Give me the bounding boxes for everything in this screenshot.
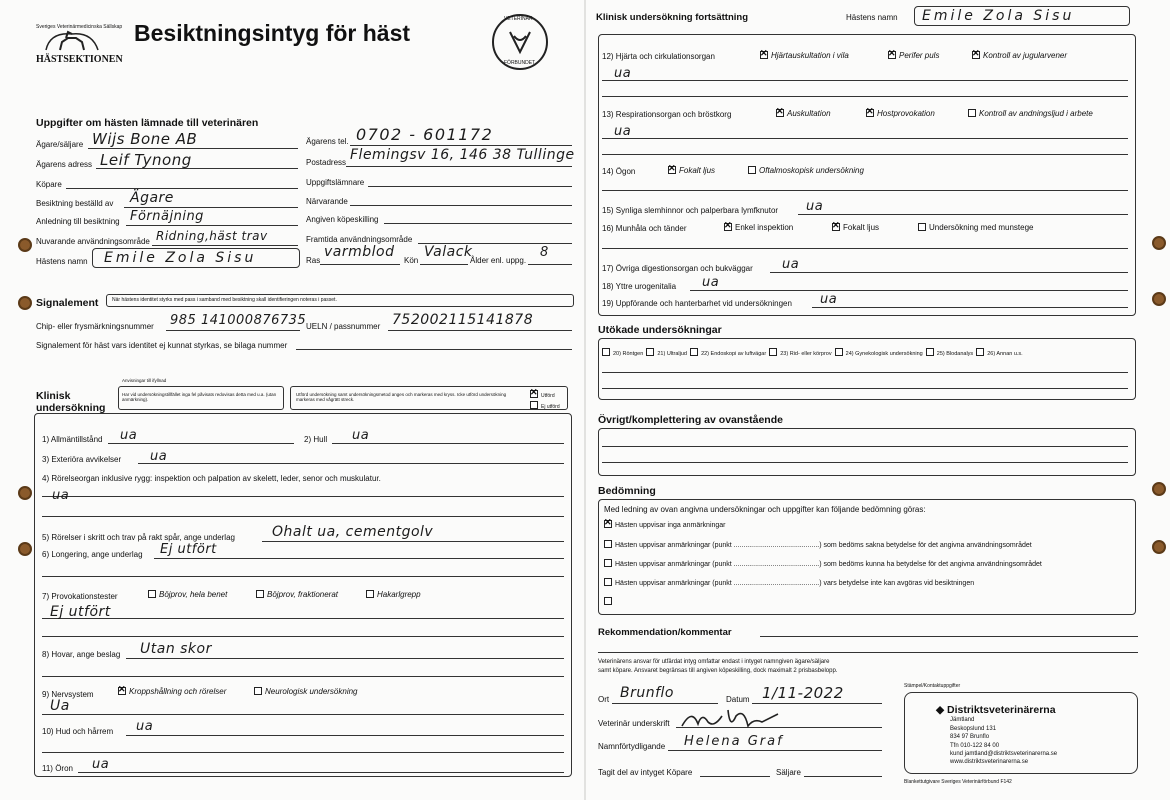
name-label: Namnförtydligande xyxy=(598,742,666,751)
recommendation-heading: Rekommendation/kommentar xyxy=(598,627,732,638)
page-title: Besiktningsintyg för häst xyxy=(134,20,411,46)
age-label: Ålder enl. uppg. xyxy=(470,256,527,265)
checkbox-gag[interactable] xyxy=(918,223,926,231)
assessment-intro: Med ledning av ovan angivna undersökningar och uppgifter kan följande bedömning göras: xyxy=(604,505,926,514)
hoof-tester-label: Hakarlgrepp xyxy=(377,590,421,599)
mouth-label: 16) Munhåla och tänder xyxy=(602,224,687,233)
checkbox-legend-done xyxy=(530,390,538,398)
checkbox-endoscopy[interactable] xyxy=(690,348,698,356)
ueln-value[interactable]: 752002115141878 xyxy=(392,312,534,328)
provocation-label: 7) Provokationstester xyxy=(42,592,118,601)
address-value[interactable]: Leif Tynong xyxy=(100,151,192,169)
reason-value[interactable]: Förnäjning xyxy=(130,209,204,224)
place-value[interactable]: Brunflo xyxy=(620,685,674,701)
checkbox-heart-auscultation[interactable] xyxy=(760,51,768,59)
punch-hole xyxy=(1152,236,1166,250)
postal-value[interactable]: Flemingsv 16, 146 38 Tullinge xyxy=(350,147,575,163)
checkbox-legend-not-done xyxy=(530,401,538,409)
ueln-label: UELN / passnummer xyxy=(306,322,381,331)
owner-phone-value[interactable]: 0702 - 601172 xyxy=(356,125,494,144)
assessment-option-2: Hästen uppvisar anmärkningar (punkt ............................................) som bedöms sakna betydelse för det angivna användningsområdet xyxy=(615,542,1032,549)
ordered-by-value[interactable]: Ägare xyxy=(130,190,174,206)
owner-label: Ägare/säljare xyxy=(36,140,84,149)
usage-label: Nuvarande användningsområde xyxy=(36,237,150,246)
sex-label: Kön xyxy=(404,256,419,265)
flexion-fractional-label: Böjprov, fraktionerat xyxy=(267,590,338,599)
hooves-label: 8) Hovar, ange beslag xyxy=(42,650,121,659)
extended-heading: Utökade undersökningar xyxy=(598,324,722,336)
mucous-label: 15) Synliga slemhinnor och palperbara lymfknutor xyxy=(602,206,779,215)
checkbox-ophthalmoscopic[interactable] xyxy=(748,166,756,174)
checkbox-breathing-sound[interactable] xyxy=(968,109,976,117)
checkbox-assessment-2[interactable] xyxy=(604,540,612,548)
legend-title: Anvisningar till ifyllnad xyxy=(122,378,167,383)
sex-value[interactable]: Valack xyxy=(424,244,473,260)
lunging-value[interactable]: Ej utfört xyxy=(160,542,217,557)
checkbox-xray[interactable] xyxy=(602,348,610,356)
digestive-value[interactable]: ua xyxy=(782,257,800,272)
other-id-label: Signalement för häst vars identitet ej kunnat styrkas, se bilaga nummer xyxy=(36,341,288,350)
chip-value[interactable]: 985 141000876735 xyxy=(170,313,307,328)
assessment-option-3: Hästen uppvisar anmärkningar (punkt ............................................) som bedöms kunna ha betydelse för det angivna användningsområdet xyxy=(615,561,1042,568)
exterior-label: 3) Exteriöra avvikelser xyxy=(42,455,122,464)
urogenital-label: 18) Yttre urogenitalia xyxy=(602,282,677,291)
ophthalmoscopic-label: Oftalmoskopisk undersökning xyxy=(759,166,864,175)
checkbox-assessment-5[interactable] xyxy=(604,597,612,605)
clinical-heading-2: undersökning xyxy=(36,402,106,414)
simple-inspection-label: Enkel inspektion xyxy=(735,223,794,232)
punch-hole xyxy=(1152,292,1166,306)
age-value[interactable]: 8 xyxy=(540,245,549,260)
date-value[interactable]: 1/11-2022 xyxy=(762,684,844,702)
continuation-heading: Klinisk undersökning fortsättning xyxy=(596,12,749,23)
punch-hole xyxy=(18,486,32,500)
vet-signature xyxy=(678,704,798,734)
breed-label: Ras xyxy=(306,256,321,265)
clinical-heading-1: Klinisk xyxy=(36,390,71,402)
continuation-box xyxy=(598,34,1136,316)
assessment-box xyxy=(598,499,1136,615)
focal-light-label: Fokalt ljus xyxy=(679,166,716,175)
punch-hole xyxy=(18,238,32,252)
mucous-value[interactable]: ua xyxy=(806,199,824,214)
checkbox-simple-inspection[interactable] xyxy=(724,223,732,231)
checkbox-neurological[interactable] xyxy=(254,687,262,695)
signalement-heading: Signalement xyxy=(36,297,99,309)
behavior-label: 19) Uppförande och hanterbarhet vid undersökningen xyxy=(602,299,792,308)
urogenital-value[interactable]: ua xyxy=(702,275,720,290)
punch-hole xyxy=(18,296,32,310)
horse-name-label: Hästens namn xyxy=(36,257,88,266)
signature-label: Veterinär underskrift xyxy=(598,719,670,728)
liability-text-1: Veterinärens ansvar för utfärdat intyg omfattar endast i intyget namngiven ägare/säljare xyxy=(598,659,830,665)
owner-section-heading: Uppgifter om hästen lämnade till veterinären xyxy=(36,117,259,129)
checkbox-assessment-1[interactable] xyxy=(604,520,612,528)
hastsektionen-arc: Sveriges Veterinärmedicinska Sällskap xyxy=(36,24,123,30)
respiratory-label: 13) Respirationsorgan och bröstkorg xyxy=(602,110,732,119)
auscultation-label: Auskultation xyxy=(787,109,831,118)
acknowledged-buyer-label: Tagit del av intyget Köpare xyxy=(598,768,693,777)
checkbox-gynecology[interactable] xyxy=(835,348,843,356)
respiratory-value[interactable]: ua xyxy=(614,124,632,139)
reason-label: Anledning till besiktning xyxy=(36,217,120,226)
usage-value[interactable]: Ridning,häst trav xyxy=(156,229,268,243)
blood-label: 25) Blodanalys xyxy=(936,351,974,357)
ears-value[interactable]: ua xyxy=(92,757,110,772)
buyer-label: Köpare xyxy=(36,180,62,189)
form-footer: Blankettutgivare Sveriges Veterinärförbund F142 xyxy=(904,779,1012,785)
lunging-label: 6) Longering, ange underlag xyxy=(42,550,143,559)
ears-label: 11) Öron xyxy=(42,764,73,773)
assessment-option-1: Hästen uppvisar inga anmärkningar xyxy=(615,522,726,529)
logo-right-bottom: FÖRBUNDET xyxy=(504,60,536,66)
checkbox-auscultation[interactable] xyxy=(776,109,784,117)
checkbox-assessment-3[interactable] xyxy=(604,559,612,567)
punch-hole xyxy=(1152,482,1166,496)
chip-label: Chip- eller frysmärkningsnummer xyxy=(36,322,154,331)
seller-label: Säljare xyxy=(776,768,801,777)
stamp-line4: Tfn 010-122 84 00 xyxy=(950,743,1000,749)
breathing-sound-label: Kontroll av andningsljud i arbete xyxy=(979,109,1093,118)
checkbox-hoof-tester[interactable] xyxy=(366,590,374,598)
checkbox-focal-light[interactable] xyxy=(668,166,676,174)
heart-label: 12) Hjärta och cirkulationsorgan xyxy=(602,52,715,61)
legend-right-text: Utförd undersökning samt undersökningsmetod anges och markeras med kryss. Icke utförd undersökning markeras med vågrätt streck. xyxy=(296,392,507,402)
other-box xyxy=(598,428,1136,476)
checkbox-jugular[interactable] xyxy=(972,51,980,59)
riding-test-label: 23) Rid- eller körprov xyxy=(780,351,832,357)
stamp-label: Stämpel/Kontaktuppgifter xyxy=(904,683,961,689)
flexion-full-label: Böjprov, hela benet xyxy=(159,590,228,599)
checkbox-riding-test[interactable] xyxy=(769,348,777,356)
punch-hole xyxy=(18,542,32,556)
eyes-label: 14) Ögon xyxy=(602,167,636,176)
neurological-label: Neurologisk undersökning xyxy=(265,687,358,696)
punch-hole xyxy=(1152,540,1166,554)
informant-label: Uppgiftslämnare xyxy=(306,178,365,187)
checkbox-posture[interactable] xyxy=(118,687,126,695)
owner-value[interactable]: Wijs Bone AB xyxy=(92,130,198,148)
legend-done: Utförd xyxy=(541,393,555,399)
locomotor-label: 4) Rörelseorgan inklusive rygg: inspektion och palpation av skelett, leder, senor och muskulatur. xyxy=(42,474,381,483)
address-label: Ägarens adress xyxy=(36,160,93,169)
hastsektionen-text: HÄSTSEKTIONEN xyxy=(36,54,123,65)
price-label: Angiven köpeskilling xyxy=(306,215,379,224)
name-value[interactable]: Helena Graf xyxy=(684,734,784,749)
liability-text-2: samt köpare. Ansvaret begränsas till angiven köpeskilling, dock maximalt 2 prisbasbelopp. xyxy=(598,668,838,674)
endoscopy-label: 22) Endoskopi av luftvägar xyxy=(701,351,767,357)
horse-name-label-2: Hästens namn xyxy=(846,13,898,22)
date-label: Datum xyxy=(726,695,750,704)
logo-right-top: VETERINÄR xyxy=(504,16,533,22)
future-usage-label: Framtida användningsområde xyxy=(306,235,413,244)
gynecology-label: 24) Gynekologisk undersökning xyxy=(845,351,923,357)
checkbox-other[interactable] xyxy=(976,348,984,356)
stamp-line2: Beskopslund 131 xyxy=(950,726,997,732)
general-label: 1) Allmäntillstånd xyxy=(42,435,103,444)
legend-left-text: Har vid undersökningstillfället inga fel påvisats redovisas detta med u.a. (utan anmärkning). xyxy=(122,392,277,402)
owner-phone-label: Ägarens tel. xyxy=(306,137,349,146)
stamp-line1: Jämtland xyxy=(950,717,975,723)
skin-value[interactable]: ua xyxy=(136,719,154,734)
exterior-value[interactable]: ua xyxy=(150,449,168,464)
horse-name-value-2: Emile Zola Sisu xyxy=(922,8,1075,24)
assessment-heading: Bedömning xyxy=(598,485,656,497)
checkbox-cough[interactable] xyxy=(866,109,874,117)
legend-not-done: Ej utförd xyxy=(541,404,560,410)
checkbox-peripheral-pulse[interactable] xyxy=(888,51,896,59)
jugular-label: Kontroll av jugularvener xyxy=(983,51,1068,60)
checkbox-ultrasound[interactable] xyxy=(646,348,654,356)
skin-label: 10) Hud och hårrem xyxy=(42,727,114,736)
behavior-value[interactable]: ua xyxy=(820,292,838,307)
place-label: Ort xyxy=(598,695,610,704)
focal-light-mouth-label: Fokalt ljus xyxy=(843,223,880,232)
xray-label: 20) Röntgen xyxy=(613,351,644,357)
checkbox-flexion-full[interactable] xyxy=(148,590,156,598)
movement-value[interactable]: Ohalt ua, cementgolv xyxy=(272,524,434,540)
horse-name-value: Emile Zola Sisu xyxy=(104,250,257,266)
posture-label: Kroppshållning och rörelser xyxy=(129,687,227,696)
checkbox-blood[interactable] xyxy=(926,348,934,356)
gag-label: Undersökning med munstege xyxy=(929,223,1034,232)
nervous-value[interactable]: Ua xyxy=(50,698,70,714)
signalement-note: När hästens identitet styrks med pass i samband med besiktning skall identifieringen noteras i passet. xyxy=(112,297,337,303)
general-value[interactable]: ua xyxy=(120,428,138,443)
stamp-line3: 834 97 Brunflo xyxy=(950,734,990,740)
heart-auscultation-label: Hjärtauskultation i vila xyxy=(771,51,849,60)
checkbox-flexion-fractional[interactable] xyxy=(256,590,264,598)
page-fold xyxy=(584,0,586,800)
ordered-by-label: Besiktning beställd av xyxy=(36,199,114,208)
locomotor-value[interactable]: ua xyxy=(52,488,70,503)
condition-value[interactable]: ua xyxy=(352,428,370,443)
peripheral-pulse-label: Perifer puls xyxy=(899,51,940,60)
assessment-option-4: Hästen uppvisar anmärkningar (punkt ............................................) vars betydelse inte kan avgöras vid besiktningen xyxy=(615,580,975,587)
ultrasound-label: 21) Ultraljud xyxy=(657,351,687,357)
checkbox-assessment-4[interactable] xyxy=(604,578,612,586)
stamp-diamond-icon: ◆ xyxy=(936,704,945,716)
provocation-value[interactable]: Ej utfört xyxy=(50,604,111,620)
condition-label: 2) Hull xyxy=(304,435,328,444)
cough-label: Hostprovokation xyxy=(877,109,935,118)
movement-label: 5) Rörelser i skritt och trav på rakt spår, ange underlag xyxy=(42,533,235,542)
other-heading: Övrigt/komplettering av ovanstående xyxy=(598,414,783,426)
breed-value[interactable]: varmblod xyxy=(324,244,395,260)
stamp-line6: www.distriktsveterinarerna.se xyxy=(950,759,1029,765)
stamp-org: Distriktsveterinärerna xyxy=(947,704,1056,716)
stamp-line5: kund jamtland@distriktsveterinarerna.se xyxy=(950,751,1058,757)
digestive-label: 17) Övriga digestionsorgan och bukväggar xyxy=(602,264,753,273)
nervous-label: 9) Nervsystem xyxy=(42,690,94,699)
hooves-value[interactable]: Utan skor xyxy=(140,641,212,657)
heart-value[interactable]: ua xyxy=(614,66,632,81)
present-label: Närvarande xyxy=(306,197,348,206)
postal-label: Postadress xyxy=(306,158,347,167)
checkbox-focal-light-mouth[interactable] xyxy=(832,223,840,231)
other-label: 26) Annan u.s. xyxy=(987,351,1023,357)
